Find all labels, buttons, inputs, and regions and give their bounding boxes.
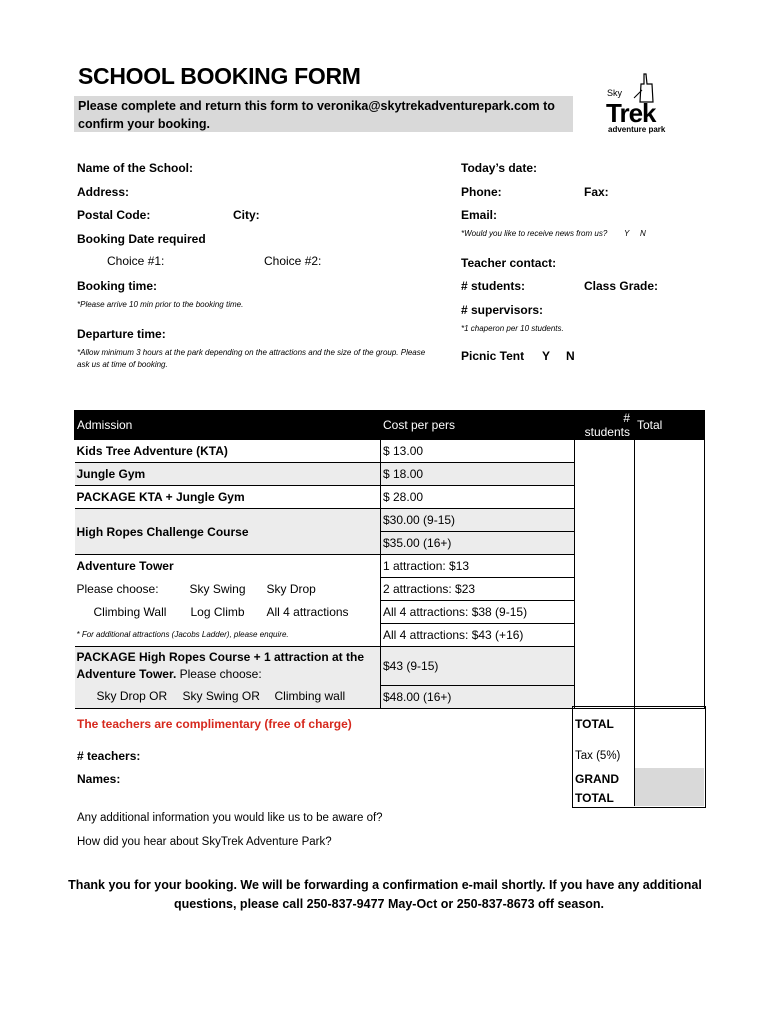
opt-skydrop[interactable]: Sky Drop OR <box>96 689 168 704</box>
jungle-cost: $ 18.00 <box>381 463 575 486</box>
supervisors-label: # supervisors: <box>461 303 544 317</box>
page-title: SCHOOL BOOKING FORM <box>78 63 361 89</box>
chaperon-note: *1 chaperon per 10 students. <box>461 324 564 333</box>
table-row <box>75 440 705 463</box>
students-column[interactable] <box>575 440 635 709</box>
package-label: PACKAGE KTA + Jungle Gym <box>75 486 381 509</box>
postal-code-label: Postal Code: <box>77 208 151 222</box>
logo-trek: Trek <box>606 98 656 128</box>
names-label: Names: <box>77 772 121 786</box>
teachers-free-note: The teachers are complimentary (free of charge) <box>77 717 352 731</box>
package-cost: $ 28.00 <box>381 486 575 509</box>
city-label: City: <box>233 208 260 222</box>
opt-skyswing[interactable]: Sky Swing OR <box>182 689 260 704</box>
tower-cost-1: 1 attraction: $13 <box>381 555 575 578</box>
students-label: # students: <box>461 279 526 293</box>
jungle-label: Jungle Gym <box>75 463 381 486</box>
grand-total-label: TOTAL <box>575 791 614 805</box>
package2-line2-rest: Please choose: <box>176 667 262 681</box>
additional-info-question: Any additional information you would like us to be aware of? <box>77 812 383 824</box>
instructions-banner: Please complete and return this form to veronika@skytrekadventurepark.com to confirm your booking. <box>78 99 555 131</box>
sky-drop-option[interactable]: Sky Drop <box>266 582 316 596</box>
tower-choices-row-1 <box>75 578 381 601</box>
tax-label: Tax (5%) <box>575 750 621 762</box>
arrive-note: *Please arrive 10 min prior to the booking time. <box>77 300 244 309</box>
hear-about-question: How did you hear about SkyTrek Adventure Park? <box>77 836 332 848</box>
class-grade-label: Class Grade: <box>584 279 659 293</box>
logo-sub: adventure park <box>608 125 666 134</box>
tower-cost-3: All 4 attractions: $38 (9-15) <box>381 601 575 624</box>
package2-label <box>75 647 381 686</box>
header-admission: Admission <box>75 411 381 440</box>
sky-swing-option[interactable]: Sky Swing <box>189 582 246 596</box>
all4-option[interactable]: All 4 attractions <box>266 605 349 619</box>
teacher-contact-label: Teacher contact: <box>461 256 557 270</box>
total-column[interactable] <box>635 440 705 709</box>
header-students: # students <box>575 411 635 440</box>
fax-label: Fax: <box>584 185 609 199</box>
email-label: Email: <box>461 208 498 222</box>
departure-note-1: *Allow minimum 3 hours at the park depending on the attractions and the size of the group. Please <box>77 348 426 357</box>
additional-attractions-note: * For additional attractions (Jacobs Ladder), please enquire. <box>75 624 381 647</box>
opt-climbing[interactable]: Climbing wall <box>274 689 346 704</box>
kta-cost: $ 13.00 <box>381 440 575 463</box>
package2-cost-1: $43 (9-15) <box>381 647 575 686</box>
tower-cost-4: All 4 attractions: $43 (+16) <box>381 624 575 647</box>
news-question: *Would you like to receive news from us? <box>461 229 608 238</box>
tower-label: Adventure Tower <box>76 559 174 574</box>
departure-note-2: ask us at time of booking. <box>77 360 168 369</box>
news-yes: Y <box>624 229 630 238</box>
header-cost: Cost per pers <box>381 411 575 440</box>
booking-date-label: Booking Date required <box>77 232 206 246</box>
tower-choices-row-2 <box>75 601 381 624</box>
phone-label: Phone: <box>461 185 502 199</box>
picnic-no: N <box>566 349 575 363</box>
thanks-line-1: Thank you for your booking. We will be forwarding a confirmation e-mail shortly. If you have any additional <box>68 878 702 892</box>
log-climb-option[interactable]: Log Climb <box>190 605 245 619</box>
picnic-tent-label: Picnic Tent <box>461 349 525 363</box>
school-name-label: Name of the School: <box>77 161 194 175</box>
departure-time-label: Departure time: <box>77 327 166 341</box>
booking-time-label: Booking time: <box>77 279 157 293</box>
table-header-row <box>75 411 705 440</box>
logo-sky: Sky <box>607 88 623 98</box>
high-ropes-label: High Ropes Challenge Course <box>75 509 381 555</box>
tower-cost-2: 2 attractions: $23 <box>381 578 575 601</box>
teachers-label: # teachers: <box>77 749 141 763</box>
grand-label: GRAND <box>575 772 619 786</box>
admission-table <box>74 410 705 709</box>
grand-total-field[interactable] <box>635 768 704 806</box>
choice2-label: Choice #2: <box>264 254 322 268</box>
address-label: Address: <box>77 185 130 199</box>
package2-options <box>75 685 381 708</box>
package2-line2-bold: Adventure Tower. <box>76 667 177 681</box>
high-ropes-cost-2: $35.00 (16+) <box>381 532 575 555</box>
header-total: Total <box>635 411 705 440</box>
total-label: TOTAL <box>575 717 614 731</box>
skytrek-logo <box>604 72 666 134</box>
today-date-label: Today’s date: <box>461 161 538 175</box>
thanks-line-2: questions, please call 250-837-9477 May-Oct or 250-837-8673 off season. <box>173 897 605 911</box>
package2-cost-2: $48.00 (16+) <box>381 685 575 708</box>
news-no: N <box>640 229 646 238</box>
climbing-wall-option[interactable]: Climbing Wall <box>93 605 167 619</box>
high-ropes-cost-1: $30.00 (9-15) <box>381 509 575 532</box>
choice1-label: Choice #1: <box>107 254 165 268</box>
please-choose-label: Please choose: <box>76 582 159 596</box>
picnic-yes: Y <box>542 349 551 363</box>
package2-line1: PACKAGE High Ropes Course + 1 attraction at the <box>76 650 364 664</box>
kta-label: Kids Tree Adventure (KTA) <box>75 440 381 463</box>
